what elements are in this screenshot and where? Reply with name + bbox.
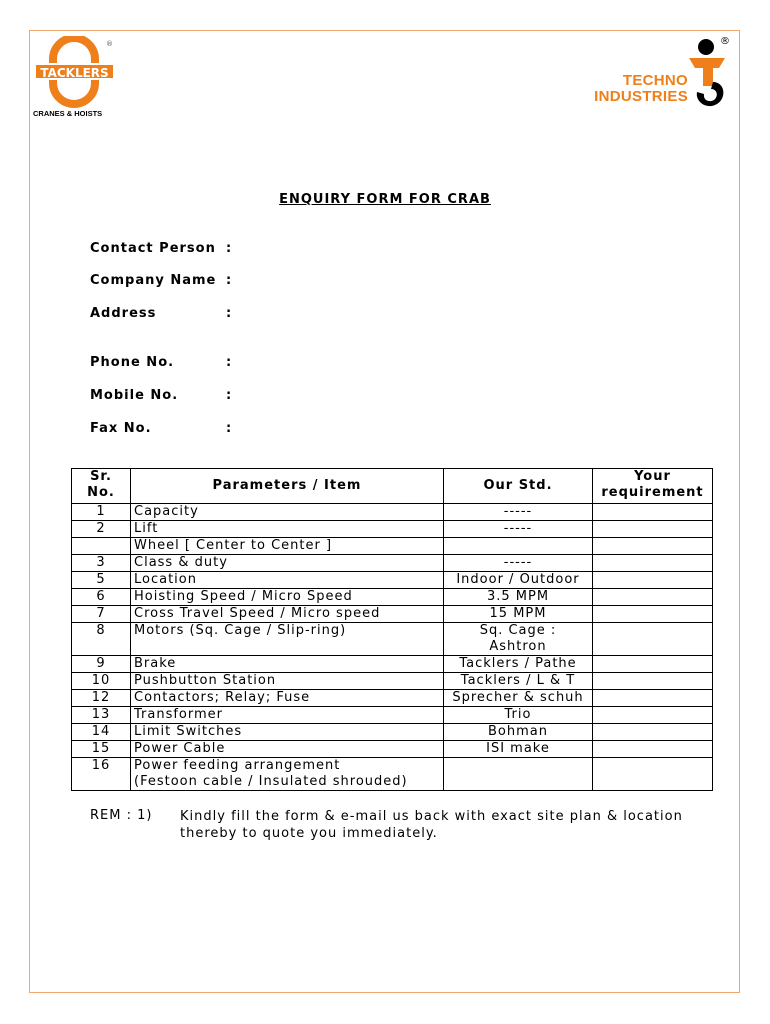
- table-row: [72, 606, 713, 623]
- row-std: Indoor / Outdoor: [444, 572, 593, 589]
- contact-person-colon: :: [226, 241, 232, 256]
- company-name-colon: :: [226, 273, 232, 288]
- row-sr: 13: [72, 707, 131, 724]
- row-item: Contactors; Relay; Fuse: [131, 690, 444, 707]
- row-item: Transformer: [131, 707, 444, 724]
- table-row: [72, 690, 713, 707]
- row-sr: 2: [72, 521, 131, 538]
- address-colon: :: [226, 306, 232, 321]
- row-sr: 1: [72, 504, 131, 521]
- row-item: Power Cable: [131, 741, 444, 758]
- row-requirement-cell[interactable]: [593, 504, 713, 521]
- row-item: Power feeding arrangement (Festoon cable / Insulated shrouded): [131, 758, 444, 791]
- tacklers-logo: [33, 36, 123, 122]
- row-sr: 5: [72, 572, 131, 589]
- table-row: [72, 504, 713, 521]
- row-std: Tacklers / Pathe: [444, 656, 593, 673]
- table-row: [72, 538, 713, 555]
- row-sr: 15: [72, 741, 131, 758]
- row-item: Lift: [131, 521, 444, 538]
- table-row: [72, 589, 713, 606]
- parameters-table: [71, 468, 713, 791]
- techno-logo: [590, 36, 735, 112]
- row-item: Cross Travel Speed / Micro speed: [131, 606, 444, 623]
- row-requirement-cell[interactable]: [593, 589, 713, 606]
- table-row: [72, 572, 713, 589]
- sr-no-header: Sr. No.: [72, 469, 131, 504]
- fax-label: Fax No.: [90, 421, 152, 436]
- phone-colon: :: [226, 355, 232, 370]
- row-std: Trio: [444, 707, 593, 724]
- row-requirement-cell[interactable]: [593, 572, 713, 589]
- fax-colon: :: [226, 421, 232, 436]
- row-requirement-cell[interactable]: [593, 656, 713, 673]
- form-title: ENQUIRY FORM FOR CRAB: [279, 192, 491, 207]
- our-std-header: Our Std.: [444, 469, 593, 504]
- row-std: -----: [444, 504, 593, 521]
- row-std: [444, 758, 593, 791]
- row-item: Location: [131, 572, 444, 589]
- row-item: Pushbutton Station: [131, 673, 444, 690]
- row-std: -----: [444, 521, 593, 538]
- tacklers-tagline: CRANES & HOISTS: [33, 109, 103, 118]
- table-row: [72, 673, 713, 690]
- row-requirement-cell[interactable]: [593, 707, 713, 724]
- table-row: [72, 758, 713, 791]
- row-requirement-cell[interactable]: [593, 673, 713, 690]
- row-item: Class & duty: [131, 555, 444, 572]
- row-requirement-cell[interactable]: [593, 724, 713, 741]
- remark-label: REM : 1): [90, 808, 153, 823]
- row-requirement-cell[interactable]: [593, 758, 713, 791]
- mobile-label: Mobile No.: [90, 388, 179, 403]
- techno-name-line1: TECHNO: [622, 72, 688, 89]
- row-sr: 6: [72, 589, 131, 606]
- row-item: Hoisting Speed / Micro Speed: [131, 589, 444, 606]
- table-row: [72, 555, 713, 572]
- address-label: Address: [90, 306, 157, 321]
- row-std: Sq. Cage : Ashtron: [444, 623, 593, 656]
- row-sr: [72, 538, 131, 555]
- remark-line2: thereby to quote you immediately.: [180, 826, 438, 841]
- row-requirement-cell[interactable]: [593, 555, 713, 572]
- row-requirement-cell[interactable]: [593, 606, 713, 623]
- row-requirement-cell[interactable]: [593, 623, 713, 656]
- row-std: 3.5 MPM: [444, 589, 593, 606]
- row-sr: 3: [72, 555, 131, 572]
- company-name-label: Company Name: [90, 273, 217, 288]
- techno-reg-mark: ®: [720, 36, 730, 47]
- row-std: -----: [444, 555, 593, 572]
- row-sr: 12: [72, 690, 131, 707]
- table-row: [72, 707, 713, 724]
- table-row: [72, 724, 713, 741]
- row-sr: 10: [72, 673, 131, 690]
- table-row: [72, 623, 713, 656]
- row-requirement-cell[interactable]: [593, 741, 713, 758]
- phone-label: Phone No.: [90, 355, 175, 370]
- row-std: 15 MPM: [444, 606, 593, 623]
- row-requirement-cell[interactable]: [593, 521, 713, 538]
- remark-line1: Kindly fill the form & e-mail us back with exact site plan & location: [180, 809, 683, 824]
- techno-name-line2: INDUSTRIES: [594, 88, 688, 105]
- row-item: Wheel [ Center to Center ]: [131, 538, 444, 555]
- row-std: Tacklers / L & T: [444, 673, 593, 690]
- row-sr: 8: [72, 623, 131, 656]
- row-sr: 9: [72, 656, 131, 673]
- row-std: [444, 538, 593, 555]
- table-row: [72, 741, 713, 758]
- row-std: ISI make: [444, 741, 593, 758]
- contact-person-label: Contact Person: [90, 241, 216, 256]
- parameters-header: Parameters / Item: [131, 469, 444, 504]
- row-requirement-cell[interactable]: [593, 538, 713, 555]
- row-std: Bohman: [444, 724, 593, 741]
- tacklers-name: TACKLERS: [34, 63, 115, 80]
- row-item: Capacity: [131, 504, 444, 521]
- your-requirement-header: Your requirement: [593, 469, 713, 504]
- row-sr: 7: [72, 606, 131, 623]
- row-sr: 16: [72, 758, 131, 791]
- row-sr: 14: [72, 724, 131, 741]
- table-row: [72, 521, 713, 538]
- row-item: Motors (Sq. Cage / Slip-ring): [131, 623, 444, 656]
- remark-text: [180, 808, 700, 842]
- row-std: Sprecher & schuh: [444, 690, 593, 707]
- table-row: [72, 656, 713, 673]
- row-item: Brake: [131, 656, 444, 673]
- tacklers-reg-mark: ®: [106, 40, 113, 48]
- row-item: Limit Switches: [131, 724, 444, 741]
- table-header-row: [72, 469, 713, 504]
- row-requirement-cell[interactable]: [593, 690, 713, 707]
- techno-hook-mark: [685, 36, 735, 112]
- mobile-colon: :: [226, 388, 232, 403]
